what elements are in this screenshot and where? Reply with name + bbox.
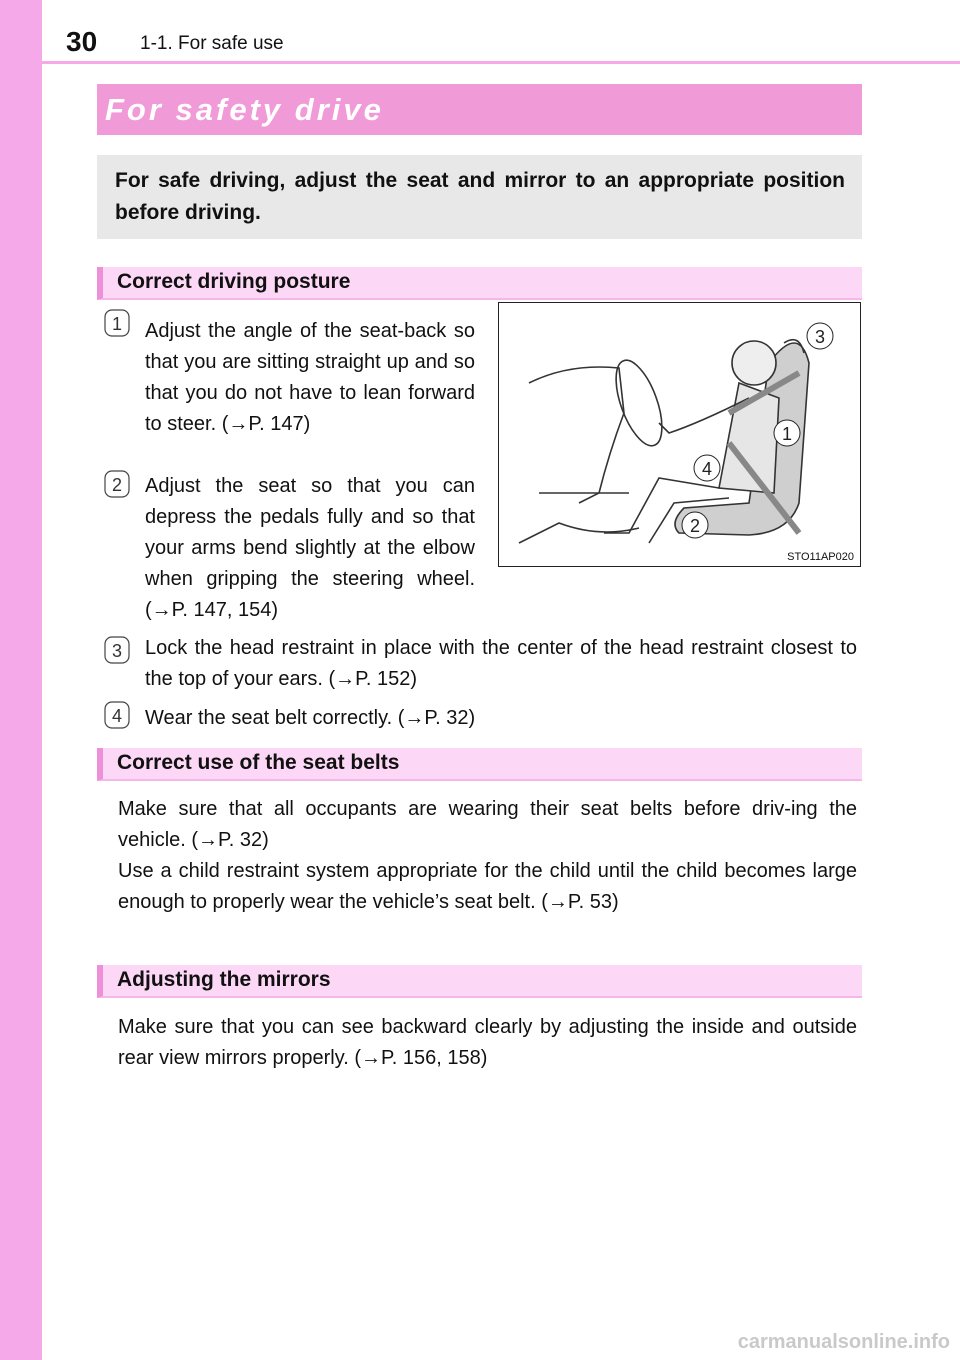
step-number-icon (104, 636, 130, 664)
page-title-box (97, 84, 862, 135)
step-number-icon (104, 309, 130, 337)
section-heading-mirrors (97, 965, 862, 998)
section-heading-belts (97, 748, 862, 781)
figure-code: STO11AP020 (787, 551, 854, 563)
driver-seat-drawing (499, 303, 860, 566)
step-text: Wear the seat belt correctly. (→P. 32) (145, 707, 476, 729)
paragraph: Use a child restraint system appropriate for the child until the child becomes large enough to properly wear the vehicle’s seat belt. (→P. 53) (118, 860, 857, 913)
driving-posture-illustration (498, 302, 861, 567)
step-text: Adjust the seat so that you can depress the pedals fully and so that your arms bend slightly at the elbow when gripping the steering wheel. (→P. 147, 154) (145, 475, 475, 621)
svg-text:1: 1 (111, 314, 123, 334)
intro-box (97, 155, 862, 239)
callout-2: 2 (689, 516, 701, 536)
header-rule (42, 61, 960, 64)
step-text: Adjust the angle of the seat-back so that you are sitting straight up and so that you do not have to lean forward to steer. (→P. 147) (145, 320, 475, 435)
page-number: 30 (66, 26, 98, 57)
section-heading-posture (97, 267, 862, 300)
section-heading-label: Adjusting the mirrors (117, 968, 331, 991)
paragraph: Make sure that you can see backward clearly by adjusting the inside and outside rear view mirrors properly. (→P. 156, 158) (118, 1016, 857, 1069)
svg-text:2: 2 (111, 475, 123, 495)
footer-watermark: carmanualsonline.info (737, 1331, 950, 1353)
step-number-icon (104, 470, 130, 498)
step-number-icon (104, 701, 130, 729)
svg-text:4: 4 (111, 706, 123, 726)
section-heading-label: Correct driving posture (117, 270, 351, 293)
callout-3: 3 (814, 327, 826, 347)
side-tab-bar (0, 0, 42, 1360)
section-heading-label: Correct use of the seat belts (117, 751, 400, 774)
intro-text: For safe driving, adjust the seat and mirror to an appropriate position before driving. (115, 169, 845, 224)
callout-4: 4 (701, 459, 713, 479)
page-title: For safety drive (105, 92, 384, 127)
callout-1: 1 (781, 424, 793, 444)
paragraph: Make sure that all occupants are wearing their seat belts before driv-ing the vehicle. (→P. 32) (118, 798, 857, 851)
step-text: Lock the head restraint in place with the center of the head restraint closest to the top of your ears. (→P. 152) (145, 637, 857, 690)
svg-text:3: 3 (111, 641, 123, 661)
running-head: 1-1. For safe use (140, 33, 284, 54)
